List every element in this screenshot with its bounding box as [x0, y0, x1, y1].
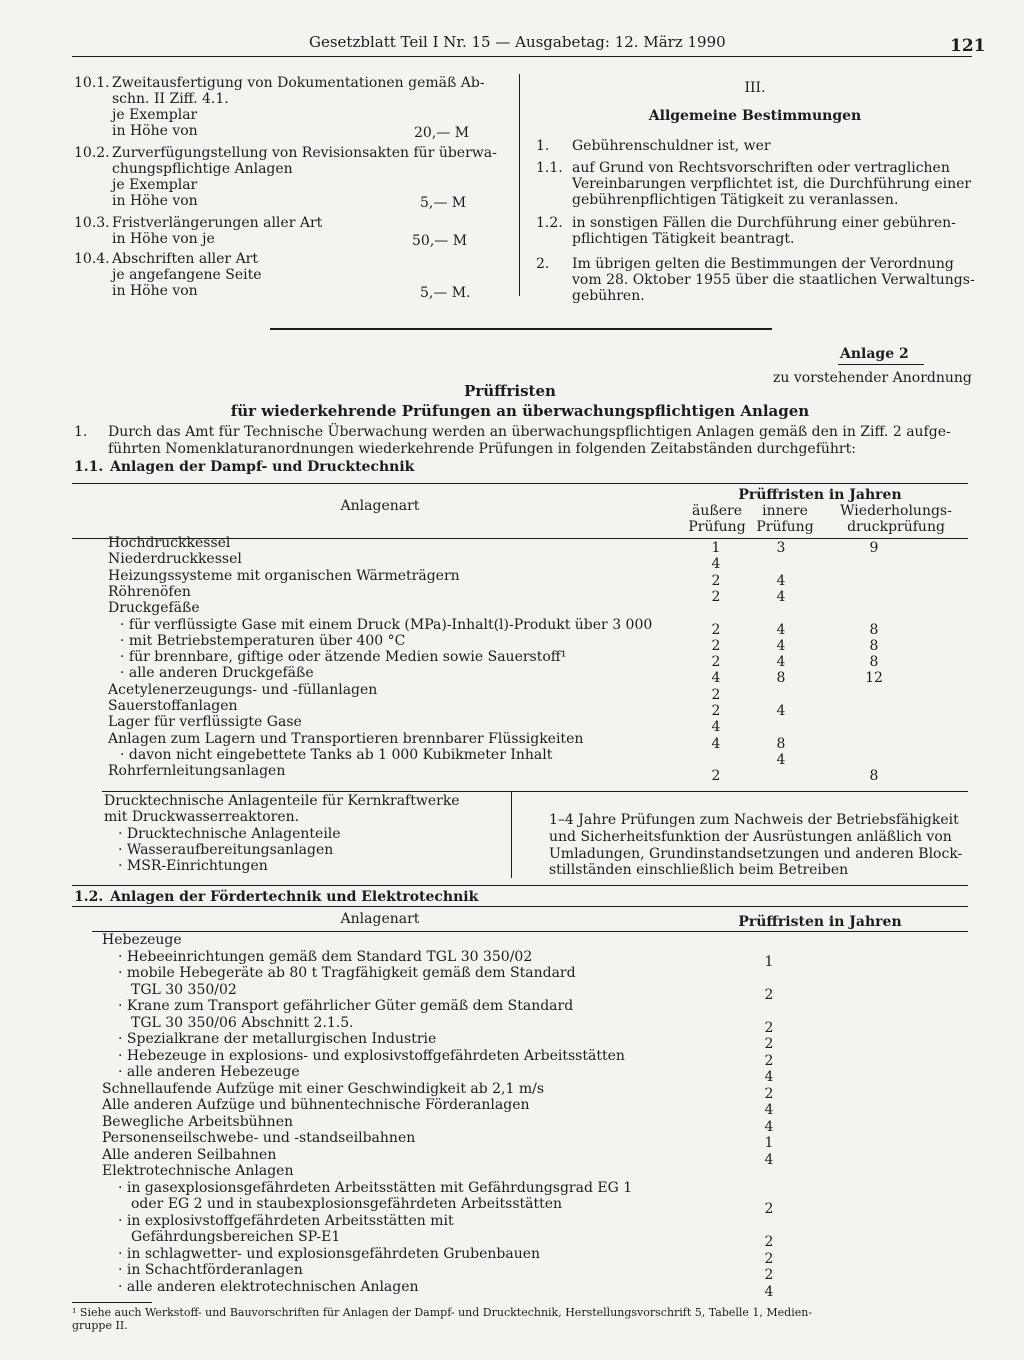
cell-value: 4 — [764, 1069, 774, 1085]
cell-outer: 4 — [711, 670, 721, 686]
fees-block — [74, 75, 514, 305]
nuclear-note: 1–4 Jahre Prüfungen zum Nachweis der Betriebsfähigkeit — [549, 812, 959, 828]
cell-pressure: 12 — [865, 670, 883, 686]
item-text: Gebührenschuldner ist, wer — [572, 138, 771, 154]
nuclear-note: und Sicherheitsfunktion der Ausrüstungen anläßlich von — [549, 829, 952, 845]
fee-amount: 50,— M — [412, 233, 468, 249]
section-number: 1.2. — [74, 889, 104, 905]
fee-text: chungspflichtige Anlagen — [112, 161, 293, 177]
intro-number: 1. — [74, 424, 88, 440]
fee-amount: 5,— M — [420, 195, 467, 211]
table-row-label: · alle anderen Druckgefäße — [120, 665, 314, 681]
cell-value: 2 — [764, 1250, 774, 1267]
cell-value: 4 — [764, 1283, 774, 1300]
table-row-label: · mit Betriebstemperaturen über 400 °C — [120, 633, 406, 649]
table-row-label: Druckgefäße — [108, 600, 200, 616]
table-row-label: · Hebezeuge in explosions- und explosivstoffgefährdeten Arbeitsstätten — [118, 1047, 625, 1064]
cell-pressure: 8 — [869, 654, 879, 670]
item-number: 1.2. — [536, 215, 563, 231]
section-title: Anlagen der Fördertechnik und Elektrotechnik — [110, 889, 479, 905]
table-row-label: Lager für verflüssigte Gase — [108, 714, 302, 730]
cell-value: 4 — [764, 1118, 774, 1135]
table-row-label: · für verflüssigte Gase mit einem Druck (MPa)-Inhalt(l)-Produkt über 3 000 — [120, 617, 653, 633]
cell-outer: 2 — [711, 768, 721, 784]
table-row-label: Hebezeuge — [102, 932, 182, 948]
table-row-label: · alle anderen Hebezeuge — [118, 1064, 300, 1080]
table-row-label: Elektrotechnische Anlagen — [102, 1163, 294, 1179]
nuclear-divider — [511, 792, 512, 878]
column-header-pressure: Wiederholungs- — [840, 503, 952, 519]
fee-number: 10.1. — [74, 75, 110, 91]
item-text: Vereinbarungen verpflichtet ist, die Durchführung einer — [572, 176, 972, 192]
header-rule — [72, 56, 972, 57]
table-row-label: Heizungssysteme mit organischen Wärmeträgern — [108, 568, 460, 584]
cell-inner: 4 — [776, 703, 786, 719]
column-header-pressure: druckprüfung — [847, 519, 945, 535]
nuclear-item: · Drucktechnische Anlagenteile — [118, 826, 341, 842]
table-rule — [72, 885, 968, 886]
column-header-value: Prüffristen in Jahren — [738, 914, 902, 930]
cell-outer: 2 — [711, 638, 721, 654]
item-text: vom 28. Oktober 1955 über die staatlichen Verwaltungs- — [572, 272, 975, 288]
column-header-outer: Prüfung — [688, 519, 746, 535]
cell-pressure: 8 — [869, 638, 879, 654]
cell-outer: 2 — [711, 589, 721, 605]
fee-amount: 20,— M — [414, 125, 470, 141]
cell-value: 2 — [764, 1019, 774, 1036]
table-row-label: Hochdruckkessel — [108, 535, 231, 551]
cell-inner: 4 — [776, 622, 786, 638]
item-text: gebührenpflichtigen Tätigkeit zu veranlassen. — [572, 192, 899, 208]
cell-inner: 4 — [776, 638, 786, 654]
cell-inner: 4 — [776, 654, 786, 670]
annex-subtitle: zu vorstehender Anordnung — [773, 370, 972, 386]
table-row-label: · Krane zum Transport gefährlicher Güter gemäß dem Standard — [118, 998, 574, 1014]
nuclear-item: · MSR-Einrichtungen — [118, 858, 268, 874]
fee-text: Fristverlängerungen aller Art — [112, 215, 323, 231]
cell-outer: 2 — [711, 654, 721, 670]
footnote-text: ¹ Siehe auch Werkstoff- und Bauvorschriften für Anlagen der Dampf- und Drucktechnik, Herstellungsvorschrift 5, Tabelle 1, Medien- — [72, 1306, 813, 1319]
cell-pressure: 9 — [869, 540, 879, 556]
column-header-type: Anlagenart — [340, 911, 420, 927]
main-title: Prüffristen — [464, 382, 556, 400]
fee-text: schn. II Ziff. 4.1. — [112, 91, 229, 107]
section3-items — [536, 138, 976, 308]
cell-pressure: 8 — [869, 768, 879, 784]
cell-outer: 2 — [711, 622, 721, 638]
cell-value: 1 — [764, 953, 774, 970]
fee-text: Zurverfügungstellung von Revisionsakten für überwa- — [112, 145, 497, 161]
cell-value: 1 — [764, 1135, 774, 1151]
section-separator — [270, 328, 772, 330]
column-divider — [519, 74, 520, 296]
fee-number: 10.4. — [74, 251, 110, 267]
column-header-type: Anlagenart — [340, 498, 420, 514]
intro-text: Durch das Amt für Technische Überwachung werden an überwachungspflichtigen Anlagen gemäß den in Ziff. 2 aufge- — [108, 424, 951, 440]
table-rule-top — [72, 483, 968, 484]
fee-text: je Exemplar — [112, 177, 198, 193]
fee-number: 10.3. — [74, 215, 110, 231]
cell-inner: 4 — [776, 589, 786, 605]
fee-text: Zweitausfertigung von Dokumentationen gemäß Ab- — [112, 75, 485, 91]
table-row-label: Alle anderen Aufzüge und bühnentechnische Förderanlagen — [102, 1097, 530, 1113]
fee-amount: 5,— M. — [420, 285, 471, 301]
cell-outer: 4 — [711, 736, 721, 752]
table-row-label: TGL 30 350/06 Abschnitt 2.1.5. — [131, 1014, 354, 1031]
cell-value: 2 — [764, 1267, 774, 1283]
cell-value: 2 — [764, 1085, 774, 1102]
fee-text: Abschriften aller Art — [112, 251, 259, 267]
nuclear-title: Drucktechnische Anlagenteile für Kernkraftwerke — [104, 793, 460, 809]
table-row-label: · in schlagwetter- und explosionsgefährdeten Grubenbauen — [118, 1245, 541, 1262]
cell-outer: 4 — [711, 719, 721, 735]
table-row-label: Anlagen zum Lagern und Transportieren brennbarer Flüssigkeiten — [108, 731, 584, 747]
table-header-rule — [92, 931, 968, 932]
table-row-label: TGL 30 350/02 — [131, 981, 237, 998]
section-title: Anlagen der Dampf- und Drucktechnik — [110, 459, 415, 475]
cell-outer: 1 — [711, 540, 721, 556]
cell-value: 2 — [764, 1052, 774, 1069]
cell-value: 4 — [764, 1102, 774, 1118]
column-header-outer: äußere — [692, 503, 742, 519]
table-row-label: · Hebeeinrichtungen gemäß dem Standard TGL 30 350/02 — [118, 948, 533, 965]
cell-inner: 3 — [776, 540, 786, 556]
table-row-label: · in gasexplosionsgefährdeten Arbeitsstätten mit Gefährdungsgrad EG 1 — [118, 1179, 633, 1196]
page-number: 121 — [950, 36, 986, 56]
item-text: in sonstigen Fällen die Durchführung einer gebühren- — [572, 215, 956, 231]
section-roman: III. — [744, 80, 766, 96]
cell-inner: 4 — [776, 752, 786, 768]
cell-inner: 8 — [776, 670, 786, 686]
fee-text: je Exemplar — [112, 107, 198, 123]
fee-text: in Höhe von je — [112, 231, 215, 247]
table-row-label: Bewegliche Arbeitsbühnen — [102, 1113, 294, 1130]
table-rule — [102, 791, 968, 792]
item-text: gebühren. — [572, 288, 645, 304]
fee-text: in Höhe von — [112, 193, 198, 209]
item-text: pflichtigen Tätigkeit beantragt. — [572, 231, 795, 247]
table-row-label: · davon nicht eingebettete Tanks ab 1 000 Kubikmeter Inhalt — [120, 747, 553, 763]
table-row-label: oder EG 2 und in staubexplosionsgefährdeten Arbeitsstätten — [131, 1196, 563, 1212]
item-number: 1. — [536, 138, 550, 154]
cell-value: 2 — [764, 1234, 774, 1250]
table-row-label: Schnellaufende Aufzüge mit einer Geschwindigkeit ab 2,1 m/s — [102, 1080, 545, 1097]
table-rule — [72, 906, 968, 907]
section-number: 1.1. — [74, 459, 104, 475]
column-header-inner: innere — [762, 503, 808, 519]
item-text: auf Grund von Rechtsvorschriften oder vertraglichen — [572, 160, 950, 176]
table-row-label: Niederdruckkessel — [108, 551, 242, 567]
annex-title: Anlage 2 — [840, 346, 909, 362]
cell-value: 2 — [764, 1201, 774, 1217]
cell-inner: 8 — [776, 736, 786, 752]
item-number: 2. — [536, 256, 550, 272]
nuclear-item: · Wasseraufbereitungsanlagen — [118, 842, 334, 858]
nuclear-note: stillständen einschließlich beim Betreiben — [549, 862, 849, 878]
cell-value: 2 — [764, 986, 774, 1003]
table-row-label: Rohrfernleitungsanlagen — [108, 763, 286, 779]
table-row-label: Röhrenöfen — [108, 584, 191, 600]
footnote-rule — [72, 1302, 152, 1303]
table-row-label: Acetylenerzeugungs- und -füllanlagen — [108, 682, 378, 698]
cell-outer: 4 — [711, 556, 721, 572]
nuclear-note: Umladungen, Grundinstandsetzungen und anderen Block- — [549, 846, 963, 862]
table-row-label: · mobile Hebegeräte ab 80 t Tragfähigkeit gemäß dem Standard — [118, 965, 576, 981]
table-row-label: · Spezialkrane der metallurgischen Industrie — [118, 1031, 437, 1047]
column-header-group: Prüffristen in Jahren — [738, 487, 902, 503]
cell-outer: 2 — [711, 687, 721, 703]
fee-number: 10.2. — [74, 145, 110, 161]
table-row-label: · in Schachtförderanlagen — [118, 1262, 303, 1278]
table-row-label: · in explosivstoffgefährdeten Arbeitsstätten mit — [118, 1212, 454, 1229]
fee-text: in Höhe von — [112, 283, 198, 299]
main-subtitle: für wiederkehrende Prüfungen an überwachungspflichtigen Anlagen — [230, 402, 810, 420]
table-row-label: Gefährdungsbereichen SP-E1 — [131, 1229, 341, 1245]
cell-pressure: 8 — [869, 622, 879, 638]
cell-outer: 2 — [711, 573, 721, 589]
item-text: Im übrigen gelten die Bestimmungen der Verordnung — [572, 256, 954, 272]
table-row-label: Sauerstoffanlagen — [108, 698, 238, 714]
table-row-label: Alle anderen Seilbahnen — [102, 1146, 277, 1163]
table-row-label: · alle anderen elektrotechnischen Anlagen — [118, 1278, 419, 1295]
page-header-title: Gesetzblatt Teil I Nr. 15 — Ausgabetag: 12. März 1990 — [309, 33, 726, 51]
item-number: 1.1. — [536, 160, 563, 176]
section-heading: Allgemeine Bestimmungen — [648, 108, 862, 124]
table-row-label: Personenseilschwebe- und -standseilbahnen — [102, 1130, 416, 1146]
fee-text: je angefangene Seite — [112, 267, 262, 283]
cell-inner: 4 — [776, 573, 786, 589]
column-header-inner: Prüfung — [756, 519, 814, 535]
cell-value: 2 — [764, 1036, 774, 1052]
cell-outer: 2 — [711, 703, 721, 719]
fee-text: in Höhe von — [112, 123, 198, 139]
table-row-label: · für brennbare, giftige oder ätzende Medien sowie Sauerstoff¹ — [120, 649, 567, 665]
nuclear-title: mit Druckwasserreaktoren. — [104, 809, 300, 825]
cell-value: 4 — [764, 1151, 774, 1168]
annex-underline — [838, 364, 924, 365]
footnote-text: gruppe II. — [72, 1319, 128, 1332]
intro-text: führten Nomenklaturanordnungen wiederkehrende Prüfungen in folgenden Zeitabständen durchgeführt: — [108, 441, 856, 457]
